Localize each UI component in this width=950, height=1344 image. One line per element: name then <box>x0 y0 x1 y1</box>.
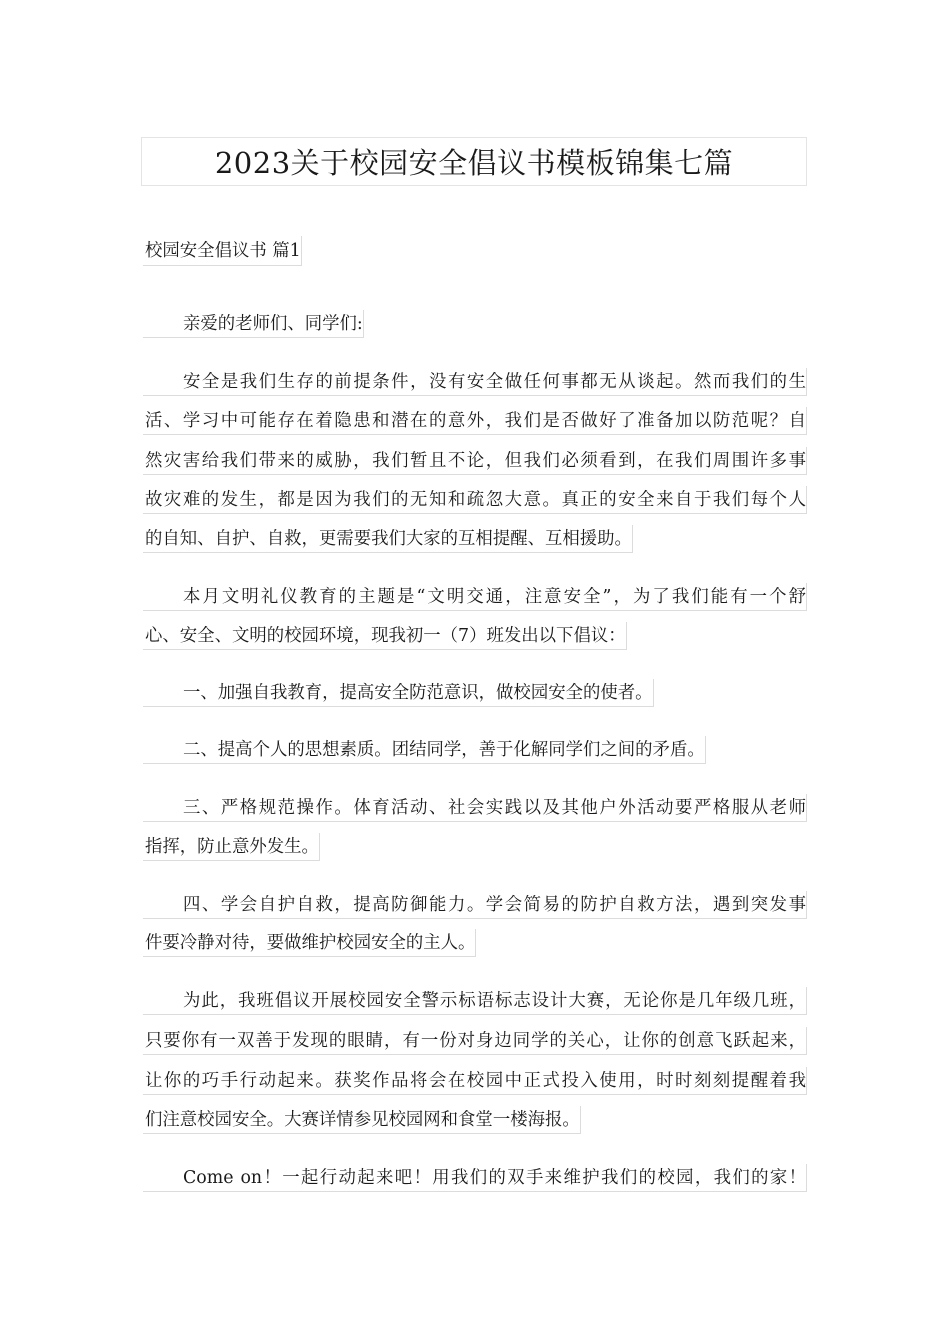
paragraph-line: 心、安全、文明的校园环境，现我初一（7）班发出以下倡议： <box>143 622 627 650</box>
paragraph-line: 安全是我们生存的前提条件，没有安全做任何事都无从谈起。然而我们的生 <box>143 368 807 396</box>
paragraph-line: 让你的巧手行动起来。获奖作品将会在校园中正式投入使用，时时刻刻提醒着我 <box>143 1067 807 1095</box>
paragraph-line: 四、学会自护自救，提高防御能力。学会简易的防护自救方法，遇到突发事 <box>143 891 807 919</box>
paragraph-line: 们注意校园安全。大赛详情参见校园网和食堂一楼海报。 <box>143 1106 581 1134</box>
paragraph-line: 本月文明礼仪教育的主题是“文明交通，注意安全”，为了我们能有一个舒 <box>143 583 807 611</box>
paragraph-line: 只要你有一双善于发现的眼睛，有一份对身边同学的关心，让你的创意飞跃起来， <box>143 1027 807 1055</box>
page-title: 2023关于校园安全倡议书模板锦集七篇 <box>214 146 734 180</box>
closing-line: Come on！一起行动起来吧！用我们的双手来维护我们的校园，我们的家！ <box>143 1164 807 1192</box>
section-heading: 校园安全倡议书 篇1 <box>143 236 302 266</box>
paragraph-line: 故灾难的发生，都是因为我们的无知和疏忽大意。真正的安全来自于我们每个人 <box>143 486 807 514</box>
paragraph-line: 件要冷静对待，要做维护校园安全的主人。 <box>143 929 476 957</box>
salutation-line: 亲爱的老师们、同学们: <box>143 310 364 338</box>
paragraph-line: 二、提高个人的思想素质。团结同学，善于化解同学们之间的矛盾。 <box>143 736 706 764</box>
paragraph-line: 为此，我班倡议开展校园安全警示标语标志设计大赛，无论你是几年级几班， <box>143 987 807 1015</box>
paragraph-line: 然灾害给我们带来的威胁，我们暂且不论，但我们必须看到，在我们周围许多事 <box>143 447 807 475</box>
paragraph-line: 指挥，防止意外发生。 <box>143 833 320 861</box>
paragraph-line: 的自知、自护、自救，更需要我们大家的互相提醒、互相援助。 <box>143 525 633 553</box>
title-box <box>141 137 807 186</box>
paragraph-line: 三、严格规范操作。体育活动、社会实践以及其他户外活动要严格服从老师 <box>143 794 807 822</box>
paragraph-line: 一、加强自我教育，提高安全防范意识，做校园安全的使者。 <box>143 679 654 707</box>
paragraph-line: 活、学习中可能存在着隐患和潜在的意外，我们是否做好了准备加以防范呢？自 <box>143 407 807 435</box>
